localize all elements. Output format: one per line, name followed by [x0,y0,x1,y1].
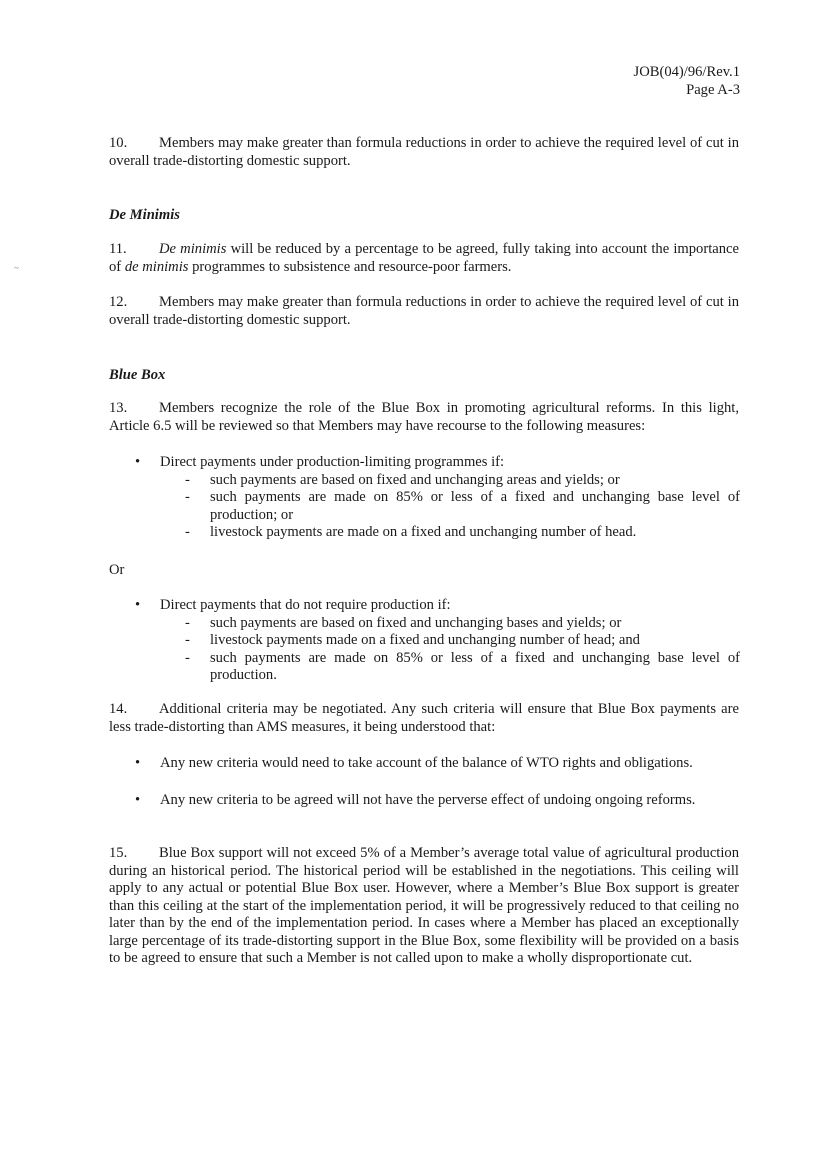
measures-list-1 [135,454,740,542]
measures-list-2 [135,597,740,685]
paragraph-number: 12. [109,294,128,310]
dash-icon: - [185,489,190,505]
sub-item-text: livestock payments are made on a fixed and unchanging number of head. [210,524,637,540]
paragraph-number: 11. [109,241,127,257]
list-item-title: Direct payments that do not require production if: [160,597,451,613]
sub-item-text: livestock payments made on a fixed and unchanging number of head; and [210,632,640,648]
paragraph-number: 14. [109,701,128,717]
paragraph-14 [109,701,739,736]
paragraph-number: 13. [109,400,128,416]
dash-icon: - [185,649,190,666]
page-header [634,63,740,99]
bullet-icon: • [135,755,141,771]
dash-icon: - [185,524,190,540]
bullet-text: Any new criteria would need to take account of the balance of WTO rights and obligations. [160,755,693,771]
emphasis-text: De minimis [159,241,227,257]
dash-icon: - [185,471,190,488]
paragraph-text: Members may make greater than formula reductions in order to achieve the required level of cut in overall trade-distorting domestic support. [109,135,739,169]
paragraph-text: Members recognize the role of the Blue Box in promoting agricultural reforms. In this light, Article 6.5 will be reviewed so that Members may have recourse to the following measures: [109,400,739,434]
paragraph-text: Blue Box support will not exceed 5% of a Member’s average total value of agricultural production during an historical period. The historical period will be established in the negotiations. This ceiling will apply to any actual or potential Blue Box user. However, where a Member’s Blue Box support is greater than this ceiling at the start of the implementation period, it will be progressively reduced to that ceiling no later than by the end of the implementation period. In cases where a Member has placed an exceptionally large percentage of its trade-distorting support in the Blue Box, some flexibility will be provided on a basis to be agreed to ensure that such a Member is not called upon to make a wholly disproportionate cut. [109,845,739,966]
sub-list-item [160,650,740,685]
paragraph-12 [109,294,739,329]
paragraph-13 [109,400,739,435]
paragraph-11 [109,241,739,276]
list-item-title: Direct payments under production-limiting programmes if: [160,454,505,470]
sub-item-text: such payments are made on 85% or less of a fixed and unchanging base level of production. [210,649,740,683]
sub-item-text: such payments are based on fixed and unchanging bases and yields; or [210,614,622,631]
sub-list-item [160,489,740,524]
list-item [135,454,740,472]
section-heading-blue-box: Blue Box [109,367,166,383]
dash-icon: - [185,632,190,648]
dash-icon: - [185,614,190,631]
sub-item-text: such payments are based on fixed and unchanging areas and yields; or [210,471,620,488]
bullet-icon: • [135,454,141,470]
sub-item-text: such payments are made on 85% or less of a fixed and unchanging base level of production; or [210,489,740,523]
sub-list-item [160,632,740,650]
section-heading-de-minimis: De Minimis [109,207,180,223]
criteria-bullet-2 [135,792,740,810]
sub-list-item [160,524,740,542]
bullet-text: Any new criteria to be agreed will not have the perverse effect of undoing ongoing reforms. [160,792,696,808]
bullet-icon: • [135,597,141,613]
list-item [135,597,740,615]
sub-list-item [160,615,740,633]
paragraph-text: Members may make greater than formula reductions in order to achieve the required level of cut in overall trade-distorting domestic support. [109,294,739,328]
emphasis-text: de minimis [124,258,189,275]
paragraph-15 [109,845,739,968]
paragraph-number: 10. [109,135,128,151]
or-separator: Or [109,562,125,578]
paragraph-text: will be reduced by a percentage to be agreed, fully taking into account the importance of [109,241,739,275]
paragraph-text: programmes to subsistence and resource-poor farmers. [188,258,512,275]
bullet-icon: • [135,792,141,808]
paragraph-text: Additional criteria may be negotiated. Any such criteria will ensure that Blue Box payments are less trade-distorting than AMS measures, it being understood that: [109,701,739,735]
page-number: Page A-3 [686,82,740,98]
paragraph-10 [109,135,739,170]
document-reference: JOB(04)/96/Rev.1 [633,64,740,80]
sub-list-item [160,472,740,490]
criteria-bullet-1 [135,755,740,773]
paragraph-number: 15. [109,845,128,861]
scan-artifact-mark: ~ [14,263,19,273]
